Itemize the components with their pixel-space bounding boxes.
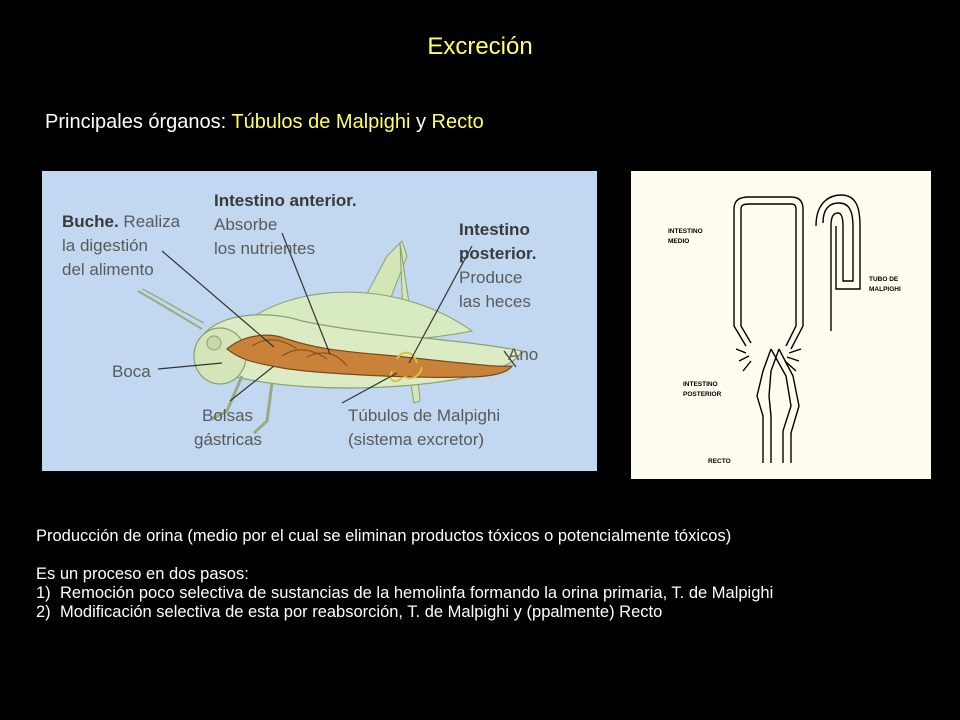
grasshopper-illustration: [42, 171, 597, 471]
label-gastricas: gástricas: [194, 430, 263, 449]
middle-leg: [254, 383, 272, 433]
label-recto: RECTO: [708, 458, 731, 465]
list-item-number: 1): [36, 584, 51, 602]
label-buche-line-3: del alimento: [62, 260, 154, 279]
subtitle-organ-1: Túbulos de Malpighi: [231, 111, 411, 133]
label-bolsas: Bolsas: [202, 406, 254, 425]
subtitle-organ-2: Recto: [431, 111, 484, 133]
gut-schematic: [631, 171, 931, 479]
excretory-schematic: [631, 171, 931, 479]
label-intestino-medio-1: INTESTINO: [668, 228, 703, 235]
insect-eye: [207, 336, 221, 350]
label-tubulos: Túbulos de Malpighi: [348, 406, 501, 425]
subtitle-conjunction: y: [410, 111, 432, 133]
label-buche-line-2: la digestión: [62, 236, 149, 255]
antenna: [142, 289, 204, 323]
list-item: [36, 584, 936, 603]
list-item-text: Modificación selectiva de esta por reabsorción, T. de Malpighi y (ppalmente) Recto: [60, 603, 663, 621]
label-intestino-posterior-2: posterior.: [459, 244, 537, 263]
list-item: [36, 603, 936, 622]
subtitle-prefix: Principales órganos:: [45, 111, 232, 133]
antenna: [138, 291, 202, 329]
list-item-text: Remoción poco selectiva de sustancias de la hemolinfa formando la orina primaria, T. de Malpighi: [60, 584, 774, 602]
label-produce: Produce: [459, 268, 523, 287]
slide-title: Excreción: [427, 33, 533, 60]
label-intestino-medio-2: MEDIO: [668, 238, 690, 245]
label-tubo-malpighi-1: TUBO DE: [869, 276, 899, 283]
label-ano: Ano: [508, 345, 539, 364]
label-tubo-malpighi-2: MALPIGHI: [869, 286, 901, 293]
label-nutrientes: los nutrientes: [214, 239, 316, 258]
label-intestino-anterior: Intestino anterior.: [214, 191, 357, 210]
label-intestino-posterior-b: POSTERIOR: [683, 391, 722, 398]
label-buche: Buche. Realiza: [62, 212, 181, 231]
gut-outline: [734, 195, 860, 463]
paragraph-orina: Producción de orina (medio por el cual se eliminan productos tóxicos o potencialmente tóxicos): [36, 527, 732, 545]
body-text: [36, 527, 936, 622]
label-boca: Boca: [112, 362, 151, 381]
grasshopper-diagram: [42, 171, 597, 471]
paragraph-intro: Es un proceso en dos pasos:: [36, 565, 249, 583]
label-intestino-posterior-1: Intestino: [459, 220, 530, 239]
label-intestino-posterior-a: INTESTINO: [683, 381, 718, 388]
label-heces: las heces: [459, 292, 531, 311]
label-sistema-excretor: (sistema excretor): [348, 430, 485, 449]
label-absorbe: Absorbe: [214, 215, 278, 234]
slide-subtitle: [45, 111, 484, 134]
list-item-number: 2): [36, 603, 51, 621]
